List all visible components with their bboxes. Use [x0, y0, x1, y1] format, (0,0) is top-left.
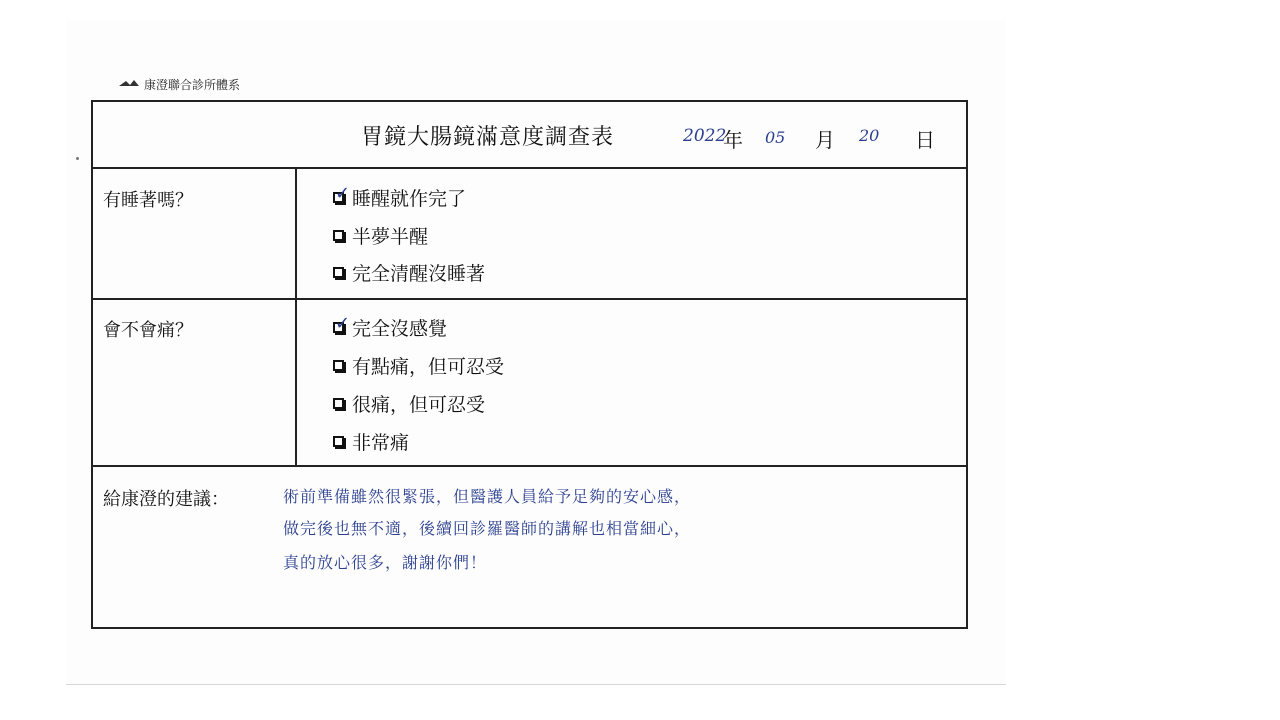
row-divider — [93, 298, 966, 300]
clinic-header — [118, 76, 240, 92]
checkbox[interactable] — [333, 183, 351, 204]
option-pain-1[interactable] — [333, 314, 447, 341]
checkbox[interactable] — [333, 360, 344, 371]
option-pain-4[interactable] — [333, 428, 409, 455]
option-label: 完全沒感覺 — [352, 318, 448, 340]
option-label: 很痛，但可忍受 — [352, 394, 486, 416]
checkbox[interactable] — [333, 313, 351, 334]
option-label: 睡醒就作完了 — [352, 188, 467, 210]
option-label: 完全清醒沒睡著 — [352, 263, 486, 285]
bird-logo-icon — [118, 79, 140, 89]
checkbox[interactable] — [333, 267, 344, 278]
checkbox[interactable] — [333, 398, 344, 409]
day-label: 日 — [915, 128, 935, 152]
option-pain-2[interactable] — [333, 352, 504, 379]
option-pain-3[interactable] — [333, 390, 485, 417]
option-label: 非常痛 — [352, 432, 410, 454]
month-label: 月 — [815, 128, 835, 152]
row-divider — [93, 465, 966, 467]
year-label: 年 — [723, 128, 743, 152]
option-label: 半夢半醒 — [352, 226, 429, 248]
comments-label: 給康澄的建議： — [103, 489, 229, 510]
checkbox[interactable] — [333, 230, 344, 241]
checkmark-icon: ✓ — [335, 183, 351, 204]
checkmark-icon: ✓ — [335, 313, 351, 334]
column-divider — [295, 168, 297, 465]
month-handwritten: 05 — [765, 128, 786, 147]
year-handwritten: 2022 — [683, 126, 727, 146]
day-handwritten: 20 — [859, 126, 880, 145]
comment-line: 術前準備雖然很緊張，但醫護人員給予足夠的安心感， — [283, 487, 692, 506]
scan-speck — [76, 157, 79, 160]
option-label: 有點痛，但可忍受 — [352, 356, 505, 378]
option-sleep-1[interactable] — [333, 184, 466, 211]
survey-form — [91, 100, 968, 629]
option-sleep-2[interactable] — [333, 222, 428, 249]
clinic-name: 康澄聯合診所體系 — [144, 77, 241, 92]
form-title: 胃鏡大腸鏡滿意度調查表 — [361, 125, 615, 150]
option-sleep-3[interactable] — [333, 259, 485, 286]
row-divider — [93, 167, 966, 169]
question-label-pain: 會不會痛？ — [103, 320, 193, 341]
checkbox[interactable] — [333, 436, 344, 447]
comment-line: 真的放心很多，謝謝你們！ — [283, 553, 488, 572]
comment-line: 做完後也無不適，後續回診羅醫師的講解也相當細心， — [283, 519, 692, 538]
question-label-sleep: 有睡著嗎？ — [103, 190, 193, 211]
